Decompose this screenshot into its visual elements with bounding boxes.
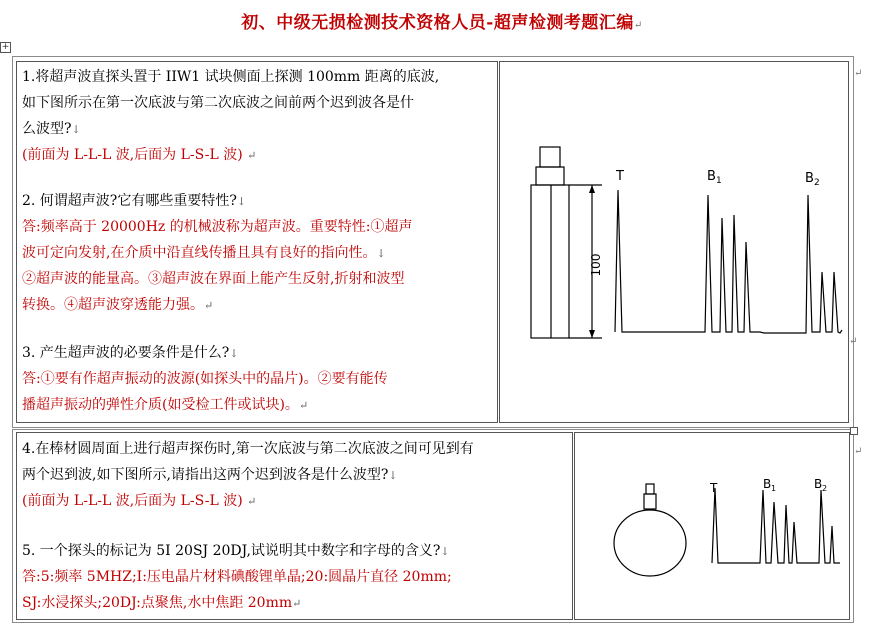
- peak-label-b1: B: [707, 169, 716, 184]
- line-break-mark: ↓: [440, 545, 450, 558]
- move-cross-icon[interactable]: +: [1, 42, 10, 52]
- paragraph-mark: ↵: [247, 495, 257, 508]
- q4-answer: [22, 488, 256, 515]
- bar-cross-section: [614, 510, 686, 576]
- q4-answer-text: (前面为 L-L-L 波,后面为 L-S-L 波): [22, 493, 243, 509]
- q3-question-text: 3. 产生超声波的必要条件是什么?: [22, 345, 230, 361]
- table-resize-handle[interactable]: [850, 427, 858, 435]
- q1-answer: [22, 142, 256, 169]
- q2-answer-line-4: [22, 292, 213, 319]
- probe-top: [540, 147, 560, 167]
- q4-line-2-text: 两个迟到波,如下图所示,请指出这两个迟到波各是什么波型?: [22, 467, 389, 483]
- q1-line-3-text: 么波型?: [22, 121, 72, 137]
- line-break-mark: ↓: [229, 347, 239, 360]
- arrow-head-top: [589, 185, 595, 193]
- q2-answer-line-1: 答:频率高于 20000Hz 的机械波称为超声波。重要特性:①超声: [22, 219, 413, 235]
- probe-top-2: [646, 484, 654, 494]
- end-of-row-mark: ↵: [854, 68, 863, 79]
- peak-label-b2-sub: 2: [814, 178, 820, 188]
- q4-line-2: [22, 462, 398, 489]
- signal-trace-1: [615, 190, 842, 333]
- title-text: 初、中级无损检测技术资格人员-超声检测考题汇编: [241, 13, 634, 33]
- paragraph-mark: ↵: [292, 597, 302, 610]
- q1-answer-text: (前面为 L-L-L 波,后面为 L-S-L 波): [22, 147, 243, 163]
- q5-answer-line-1: 答:5:频率 5MHZ;I:压电晶片材料碘酸锂单晶;20:圆晶片直径 20mm;: [22, 569, 452, 585]
- line-break-mark: ↓: [236, 195, 247, 208]
- probe-body: [536, 167, 564, 185]
- q2-answer-line-2: [22, 240, 386, 267]
- paragraph-mark: ↵: [298, 399, 309, 412]
- peak-label-b1-2: B: [763, 477, 772, 491]
- q2-answer-line-2-text: 波可定向发射,在介质中沿直线传播且具有良好的指向性。: [22, 245, 377, 261]
- figure-1-diagram: [520, 140, 840, 350]
- end-of-cell-mark: ↵: [849, 336, 858, 347]
- dimension-label: 100: [589, 253, 603, 277]
- test-block: [531, 185, 569, 338]
- q1-line-2: 如下图所示在第一次底波与第二次底波之间前两个迟到波各是什: [22, 95, 414, 111]
- q5-question-text: 5. 一个探头的标记为 5I 20SJ 20DJ,试说明其中数字和字母的含义?: [22, 543, 441, 559]
- arrow-head-bottom: [589, 330, 595, 338]
- q1-line-3: [22, 116, 81, 143]
- q3-answer-line-1: 答:①要有作超声振动的波源(如探头中的晶片)。②要有能传: [22, 371, 388, 387]
- figure-2-diagram: [608, 470, 848, 600]
- q5-answer-line-2-text: SJ:水浸探头;20DJ:点聚焦,水中焦距 20mm: [22, 595, 293, 611]
- peak-label-b1-sub-2: 1: [771, 484, 777, 493]
- q3-answer-line-2: [22, 392, 308, 419]
- peak-label-b2-sub-2: 2: [822, 484, 828, 493]
- q3-answer-line-2-text: 播超声振动的弹性介质(如受检工件或试块)。: [22, 397, 299, 413]
- q5-question: [22, 538, 450, 565]
- peak-label-b1-sub: 1: [716, 176, 722, 186]
- q2-answer-line-3: ②超声波的能量高。③超声波在界面上能产生反射,折射和波型: [22, 271, 405, 287]
- paragraph-mark: ↵: [633, 20, 643, 31]
- signal-trace-2: [712, 488, 840, 563]
- peak-label-b2-2: B: [814, 477, 823, 491]
- q2-answer-line-4-text: 转换。④超声波穿透能力强。: [22, 297, 204, 313]
- paragraph-mark: ↵: [204, 299, 214, 312]
- paragraph-mark: ↵: [247, 149, 257, 162]
- q2-question-text: 2. 何谓超声波?它有哪些重要特性?: [22, 193, 237, 209]
- line-break-mark: ↓: [388, 469, 398, 482]
- document-title: [0, 8, 884, 33]
- q4-line-1: 4.在棒材圆周面上进行超声探伤时,第一次底波与第二次底波之间可见到有: [22, 441, 474, 457]
- q5-answer-line-2: [22, 590, 301, 617]
- peak-label-t-2: T: [710, 481, 718, 495]
- peak-label-b2: B: [805, 171, 814, 186]
- q1-line-1: 1.将超声波直探头置于 IIW1 试块侧面上探测 100mm 距离的底波,: [22, 69, 440, 85]
- probe-body-2: [644, 494, 656, 509]
- q3-question: [22, 340, 239, 367]
- line-break-mark: ↓: [71, 123, 81, 136]
- peak-label-t: T: [616, 169, 624, 184]
- q2-question: [22, 188, 246, 215]
- end-of-row-mark: ↵: [854, 446, 863, 457]
- line-break-mark: ↓: [376, 247, 386, 260]
